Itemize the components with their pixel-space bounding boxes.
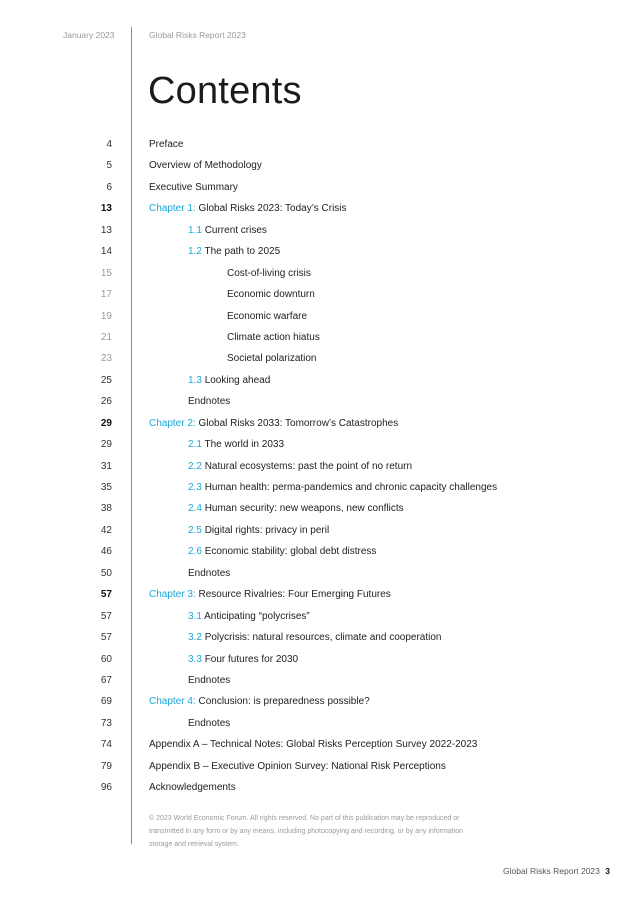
toc-entry[interactable]: [188, 627, 441, 648]
toc-entry-label: Current crises: [204, 224, 267, 236]
toc-entry[interactable]: [188, 498, 404, 519]
toc-row[interactable]: [0, 284, 638, 305]
toc-page-number: 26: [100, 396, 112, 408]
toc-page-number: 73: [100, 717, 112, 729]
toc-entry[interactable]: [188, 370, 270, 391]
toc-entry-label: Appendix A – Technical Notes: Global Risks Perception Survey 2022-2023: [149, 739, 478, 751]
toc-row[interactable]: [0, 477, 638, 498]
toc-row[interactable]: [0, 327, 638, 348]
toc-entry[interactable]: [227, 306, 307, 327]
toc-entry-prefix: 2.3: [188, 482, 202, 493]
toc-entry-label: Societal polarization: [227, 353, 317, 365]
toc-entry-label: Digital rights: privacy in peril: [204, 524, 330, 536]
toc-entry-label: Endnotes: [188, 567, 231, 579]
toc-row[interactable]: [0, 498, 638, 519]
toc-entry-label: The world in 2033: [204, 439, 285, 451]
toc-page-number: 50: [100, 567, 112, 579]
toc-page-number: 42: [100, 524, 112, 536]
toc-entry-label: Global Risks 2033: Tomorrow’s Catastrophes: [198, 417, 399, 429]
toc-entry-label: Natural ecosystems: past the point of no return: [204, 460, 413, 472]
toc-row[interactable]: [0, 155, 638, 176]
toc-entry-label: Endnotes: [188, 674, 231, 686]
toc-page-number: 57: [100, 610, 112, 622]
toc-entry-label: Polycrisis: natural resources, climate and cooperation: [204, 632, 442, 644]
toc-entry-label: Looking ahead: [204, 374, 271, 386]
toc-page-number: 57: [100, 589, 112, 601]
toc-row[interactable]: [0, 241, 638, 262]
toc-entry[interactable]: [149, 155, 262, 176]
toc-page-number: 6: [106, 181, 112, 193]
toc-row[interactable]: [0, 434, 638, 455]
toc-entry-label: Economic downturn: [227, 289, 315, 301]
toc-entry[interactable]: [149, 734, 477, 755]
toc-entry-prefix: 3.1: [188, 610, 202, 622]
toc-row[interactable]: [0, 520, 638, 541]
toc-page-number: 67: [100, 674, 112, 686]
header-date: January 2023: [63, 30, 115, 40]
toc-page-number: 21: [100, 331, 112, 343]
toc-entry-prefix: 3.2: [188, 632, 202, 644]
toc-page-number: 5: [106, 160, 112, 172]
toc-entry-label: Economic warfare: [227, 310, 308, 322]
toc-page-number: 15: [100, 267, 112, 279]
copyright-notice: © 2023 World Economic Forum. All rights reserved. No part of this publication may be reproduced or transmitted in any form or by any means, including photocopying and recording, or by any information storage and retrieval system.: [149, 815, 464, 848]
toc-entry-label: Preface: [149, 139, 184, 150]
toc-entry-prefix: 2.4: [188, 503, 202, 515]
toc-page-number: 74: [100, 739, 112, 751]
toc-entry-prefix: Chapter 2:: [149, 417, 196, 429]
toc-page-number: 35: [100, 482, 112, 493]
toc-entry[interactable]: [188, 541, 376, 562]
toc-entry-label: Appendix B – Executive Opinion Survey: National Risk Perceptions: [149, 760, 446, 772]
toc-page-number: 46: [100, 546, 112, 558]
toc-page-number: 13: [100, 224, 112, 236]
toc-entry-label: Executive Summary: [149, 181, 238, 193]
toc-entry-prefix: 2.1: [188, 439, 202, 451]
toc-entry[interactable]: [188, 391, 230, 412]
toc-row[interactable]: [0, 584, 638, 605]
toc-entry-label: Climate action hiatus: [227, 331, 320, 343]
toc-row[interactable]: [0, 177, 638, 198]
toc-entry[interactable]: [149, 134, 183, 155]
toc-entry[interactable]: [188, 456, 412, 477]
toc-entry-label: Endnotes: [188, 396, 231, 408]
toc-entry[interactable]: [149, 177, 238, 198]
toc-row[interactable]: [0, 370, 638, 391]
toc-entry-prefix: 2.6: [188, 546, 202, 558]
toc-entry[interactable]: [188, 670, 230, 691]
toc-entry-prefix: Chapter 3:: [149, 589, 196, 601]
toc-entry[interactable]: [188, 220, 267, 241]
toc-page-number: 29: [100, 417, 112, 429]
toc-row[interactable]: [0, 670, 638, 691]
toc-entry-prefix: 1.3: [188, 374, 202, 386]
toc-entry[interactable]: [149, 198, 347, 219]
toc-entry[interactable]: [188, 606, 310, 627]
toc-page-number: 69: [100, 696, 112, 708]
toc-page-number: 29: [100, 439, 112, 451]
toc-row[interactable]: [0, 456, 638, 477]
toc-entry-label: Endnotes: [188, 717, 231, 729]
toc-entry-prefix: 2.5: [188, 524, 202, 536]
toc-row[interactable]: [0, 734, 638, 755]
page-number: 3: [605, 866, 610, 876]
toc-entry-label: Global Risks 2023: Today’s Crisis: [198, 203, 347, 215]
toc-entry[interactable]: [149, 777, 236, 798]
toc-row[interactable]: [0, 306, 638, 327]
toc-row[interactable]: [0, 541, 638, 562]
toc-entry-label: Human security: new weapons, new conflicts: [204, 503, 404, 515]
toc-row[interactable]: [0, 691, 638, 712]
toc-entry-label: Human health: perma-pandemics and chronic capacity challenges: [204, 482, 498, 493]
toc-row[interactable]: [0, 606, 638, 627]
toc-row[interactable]: [0, 220, 638, 241]
toc-page-number: 96: [100, 782, 112, 794]
toc-entry-label: Resource Rivalries: Four Emerging Futures: [198, 589, 391, 601]
toc-entry-prefix: Chapter 4:: [149, 696, 196, 708]
toc-page-number: 13: [100, 203, 112, 215]
toc-entry[interactable]: [227, 327, 320, 348]
toc-page-number: 57: [100, 632, 112, 644]
toc-entry[interactable]: [188, 713, 230, 734]
toc-entry[interactable]: [149, 413, 398, 434]
footer-report-title: Global Risks Report 2023: [503, 866, 600, 876]
toc-page-number: 23: [100, 353, 112, 365]
toc-row[interactable]: [0, 649, 638, 670]
toc-entry-label: Cost-of-living crisis: [227, 267, 311, 279]
header-report-title: Global Risks Report 2023: [149, 30, 246, 40]
toc-row[interactable]: [0, 777, 638, 798]
toc-row[interactable]: [0, 198, 638, 219]
toc-entry-prefix: Chapter 1:: [149, 203, 196, 215]
toc-entry-label: Overview of Methodology: [149, 160, 262, 172]
toc-row[interactable]: [0, 263, 638, 284]
toc-entry-prefix: 1.1: [188, 224, 202, 236]
toc-entry[interactable]: [188, 434, 284, 455]
toc-page-number: 60: [100, 653, 112, 665]
toc-page-number: 79: [100, 760, 112, 772]
toc-entry[interactable]: [188, 477, 497, 498]
toc-entry-label: Acknowledgements: [149, 782, 236, 794]
toc-entry-label: Four futures for 2030: [204, 653, 299, 665]
toc-row[interactable]: [0, 756, 638, 777]
toc-page-number: 25: [100, 374, 112, 386]
toc-page-number: 31: [100, 460, 112, 472]
page-title: Contents: [148, 70, 302, 112]
toc-entry-label: The path to 2025: [204, 246, 281, 258]
toc-entry[interactable]: [227, 263, 311, 284]
toc-entry-prefix: 2.2: [188, 460, 202, 472]
toc-entry[interactable]: [188, 520, 329, 541]
toc-row[interactable]: [0, 563, 638, 584]
toc-entry[interactable]: [227, 348, 317, 369]
page-footer: [503, 866, 610, 876]
toc-row[interactable]: [0, 348, 638, 369]
toc-row[interactable]: [0, 134, 638, 155]
toc-entry[interactable]: [188, 649, 298, 670]
toc-row[interactable]: [0, 713, 638, 734]
toc-page-number: 17: [100, 289, 112, 301]
toc-page-number: 38: [100, 503, 112, 515]
toc-entry[interactable]: [227, 284, 315, 305]
toc-entry-label: Conclusion: is preparedness possible?: [198, 696, 370, 708]
toc-entry-prefix: 1.2: [188, 246, 202, 258]
toc-entry[interactable]: [149, 756, 446, 777]
toc-entry-label: Economic stability: global debt distress: [204, 546, 377, 558]
toc-row[interactable]: [0, 391, 638, 412]
toc-entry[interactable]: [149, 691, 370, 712]
toc-page-number: 4: [106, 139, 112, 150]
toc-page-number: 14: [100, 246, 112, 258]
toc-entry[interactable]: [188, 241, 280, 262]
toc-row[interactable]: [0, 413, 638, 434]
toc-page-number: 19: [100, 310, 112, 322]
table-of-contents: [0, 134, 638, 799]
toc-entry-label: Anticipating “polycrises”: [204, 610, 310, 622]
toc-entry[interactable]: [188, 563, 230, 584]
toc-entry-prefix: 3.3: [188, 653, 202, 665]
toc-entry[interactable]: [149, 584, 391, 605]
toc-row[interactable]: [0, 627, 638, 648]
